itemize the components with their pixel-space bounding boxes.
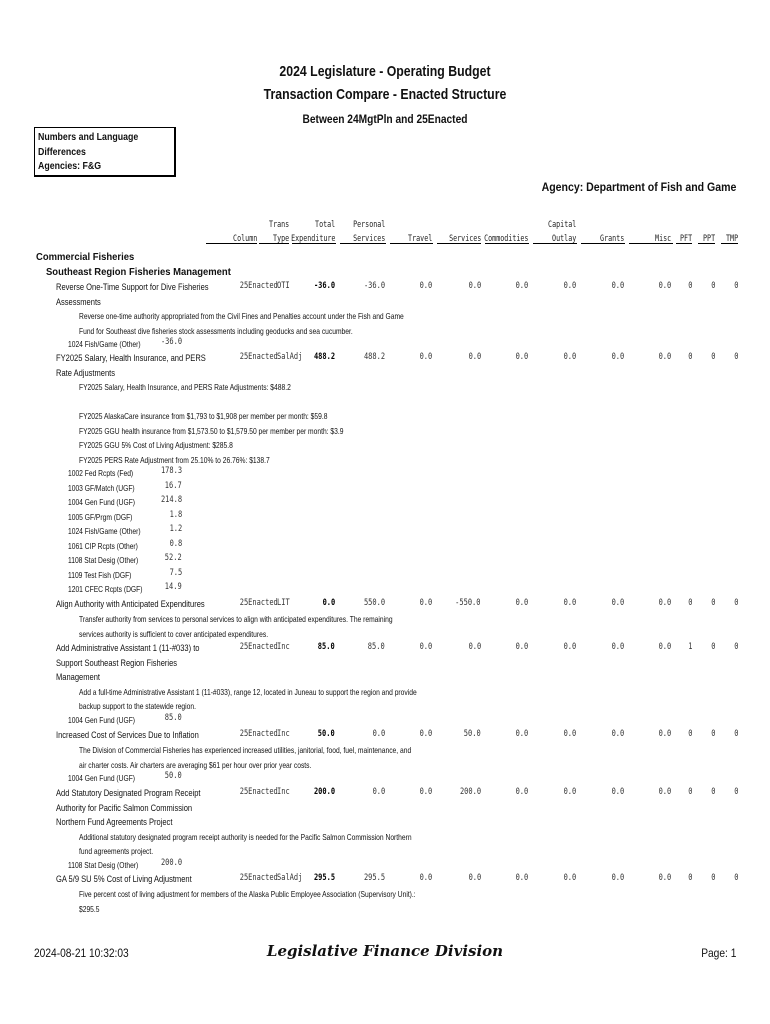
transaction-value: 295.5 xyxy=(363,873,385,883)
fund-source-amount: 16.7 xyxy=(165,480,182,491)
transaction-value: 0.0 xyxy=(419,281,432,291)
fund-source-label: 1003 GF/Match (UGF) xyxy=(68,482,135,493)
transaction-value: 0.0 xyxy=(372,729,385,739)
transaction-value: 0.0 xyxy=(658,729,671,739)
fund-source-amount: 1.2 xyxy=(169,524,182,534)
header-rule xyxy=(485,243,529,244)
transaction-value: 50.0 xyxy=(464,729,481,739)
transaction-value: 0.0 xyxy=(563,729,576,739)
col-total-1: Total xyxy=(314,219,335,229)
transaction-column: 25Enacted xyxy=(239,598,278,608)
transaction-note: FY2025 GGU health insurance from $1,573.50 to $1,579.50 per member per month: $3.9 xyxy=(79,425,344,436)
fund-source-amount: 0.8 xyxy=(169,538,182,549)
transaction-value: 0.0 xyxy=(658,598,671,608)
fund-source-label: 1004 Gen Fund (UGF) xyxy=(68,773,136,783)
transaction-value: 0.0 xyxy=(419,598,432,608)
fund-source-label: 1109 Test Fish (DGF) xyxy=(68,569,132,580)
transaction-value: 0 xyxy=(733,642,738,652)
header-rule xyxy=(206,243,257,244)
transaction-value: 0.0 xyxy=(563,598,576,608)
fund-source-amount: 7.5 xyxy=(169,567,182,578)
fund-source-amount: 214.8 xyxy=(160,495,182,505)
transaction-value: 488.2 xyxy=(363,352,385,362)
col-personal-1: Personal xyxy=(352,219,385,229)
transaction-value: 0.0 xyxy=(515,598,528,608)
transaction-value: 0 xyxy=(710,642,715,652)
transaction-value: 0.0 xyxy=(611,598,624,608)
transaction-note: services authority is sufficient to cover anticipated expenditures. xyxy=(79,628,269,639)
transaction-value: 0.0 xyxy=(419,642,432,652)
fund-source-label: 1024 Fish/Game (Other) xyxy=(68,526,141,536)
transaction-value: 0 xyxy=(687,352,692,362)
transaction-value: 0.0 xyxy=(658,642,671,652)
transaction-type: Inc xyxy=(277,787,290,797)
transaction-value: 1 xyxy=(687,642,692,652)
transaction-value: 0 xyxy=(710,598,715,608)
transaction-value: 0.0 xyxy=(563,642,576,652)
filter-line3: Agencies: F&G xyxy=(38,161,102,172)
transaction-value: 0.0 xyxy=(468,352,481,362)
transaction-value: 0.0 xyxy=(515,281,528,291)
transaction-value: 0.0 xyxy=(658,787,671,797)
transaction-value: 0 xyxy=(733,873,738,883)
col-capital-1: Capital xyxy=(547,219,576,229)
transaction-value: 0.0 xyxy=(658,281,671,291)
transaction-value: 0 xyxy=(710,281,715,291)
fund-source-label: 1108 Stat Desig (Other) xyxy=(68,859,139,870)
header-rule xyxy=(676,243,692,244)
transaction-type: SalAdj xyxy=(277,352,303,362)
fund-source-amount: 52.2 xyxy=(165,553,182,563)
transaction-type: LIT xyxy=(277,598,290,608)
transaction-value: 0 xyxy=(710,352,715,362)
transaction-total: 488.2 xyxy=(313,352,335,362)
fund-source-label: 1002 Fed Rcpts (Fed) xyxy=(68,468,134,478)
footer-page: Page: 1 xyxy=(700,946,736,960)
transaction-value: -36.0 xyxy=(363,281,385,291)
transaction-value: 0.0 xyxy=(563,352,576,362)
transaction-type: Inc xyxy=(277,642,290,652)
filter-box xyxy=(34,127,176,177)
transaction-value: 0.0 xyxy=(419,729,432,739)
transaction-column: 25Enacted xyxy=(239,281,278,291)
transaction-value: -550.0 xyxy=(455,598,481,608)
transaction-value: 0 xyxy=(733,787,738,797)
col-commodities: Commodities xyxy=(483,233,528,243)
fund-source-amount: 85.0 xyxy=(165,712,182,723)
transaction-value: 0 xyxy=(710,787,715,797)
fund-source-amount: 14.9 xyxy=(165,582,182,592)
col-trans-1: Trans xyxy=(268,219,289,229)
transaction-value: 0.0 xyxy=(515,873,528,883)
transaction-value: 0.0 xyxy=(419,352,432,362)
col-grants: Grants xyxy=(599,233,624,243)
transaction-type: SalAdj xyxy=(277,873,303,883)
fund-source-label: 1004 Gen Fund (UGF) xyxy=(68,497,136,507)
transaction-value: 550.0 xyxy=(363,598,385,608)
transaction-title: Support Southeast Region Fisheries xyxy=(56,657,178,668)
header-rule xyxy=(340,243,386,244)
col-capital-2: Outlay xyxy=(551,233,576,243)
transaction-total: 0.0 xyxy=(322,598,335,608)
transaction-note: backup support to the statewide region. xyxy=(79,701,196,711)
transaction-note: fund agreements project. xyxy=(79,846,154,856)
transaction-type: OTI xyxy=(277,281,290,291)
transaction-value: 0.0 xyxy=(468,281,481,291)
transaction-title: FY2025 Salary, Health Insurance, and PERS xyxy=(56,353,206,363)
transaction-value: 200.0 xyxy=(459,787,481,797)
transaction-value: 0.0 xyxy=(419,787,432,797)
transaction-note: Reverse one-time authority appropriated from the Civil Fines and Penalties account under the Fish and Game xyxy=(79,311,404,321)
transaction-note: air charter costs. Air charters are averaging $61 per hour over prior year costs. xyxy=(79,759,312,770)
transaction-value: 85.0 xyxy=(368,642,385,652)
fund-source-amount: -36.0 xyxy=(160,337,182,347)
transaction-value: 0.0 xyxy=(563,787,576,797)
fund-source-amount: 50.0 xyxy=(165,771,182,781)
col-personal-2: Services xyxy=(352,233,385,243)
transaction-value: 0.0 xyxy=(515,352,528,362)
transaction-title: Add Statutory Designated Program Receipt xyxy=(56,788,201,798)
fund-source-label: 1024 Fish/Game (Other) xyxy=(68,339,141,349)
fund-source-amount: 1.8 xyxy=(169,509,182,520)
transaction-value: 0.0 xyxy=(611,873,624,883)
transaction-value: 0 xyxy=(687,281,692,291)
header-rule xyxy=(629,243,673,244)
transaction-value: 0.0 xyxy=(563,281,576,291)
transaction-value: 0 xyxy=(733,281,738,291)
fund-source-label: 1005 GF/Prgm (DGF) xyxy=(68,511,133,522)
header-rule xyxy=(259,243,289,244)
transaction-title: Align Authority with Anticipated Expenditures xyxy=(56,599,205,609)
report-title-line2: Transaction Compare - Enacted Structure xyxy=(263,86,507,103)
transaction-value: 0.0 xyxy=(611,281,624,291)
transaction-column: 25Enacted xyxy=(239,729,278,739)
fund-source-label: 1108 Stat Desig (Other) xyxy=(68,555,139,565)
transaction-value: 0.0 xyxy=(419,873,432,883)
transaction-value: 0 xyxy=(687,873,692,883)
transaction-value: 0 xyxy=(733,729,738,739)
transaction-note: FY2025 GGU 5% Cost of Living Adjustment: $285.8 xyxy=(79,440,233,450)
footer-division: Legislative Finance Division xyxy=(266,942,504,960)
transaction-total: 50.0 xyxy=(318,729,335,739)
transaction-column: 25Enacted xyxy=(239,352,278,362)
transaction-title: Reverse One-Time Support for Dive Fisheries xyxy=(56,282,209,292)
fund-source-label: 1061 CIP Rcpts (Other) xyxy=(68,540,138,551)
filter-line2: Differences xyxy=(38,146,86,158)
transaction-title: Add Administrative Assistant 1 (11-#033) to xyxy=(56,643,200,653)
report-title-line1: 2024 Legislature - Operating Budget xyxy=(279,63,491,80)
col-ppt: PPT xyxy=(702,233,715,243)
transaction-note: FY2025 AlaskaCare insurance from $1,793 to $1,908 per member per month: $59.8 xyxy=(79,411,328,421)
header-rule xyxy=(390,243,433,244)
transaction-title: Authority for Pacific Salmon Commission xyxy=(56,802,193,813)
footer-timestamp: 2024-08-21 10:32:03 xyxy=(34,946,129,960)
transaction-title: Assessments xyxy=(56,296,101,307)
transaction-value: 0 xyxy=(710,873,715,883)
col-total-2: Expenditure xyxy=(290,233,335,243)
header-rule xyxy=(292,243,336,244)
transaction-value: 0 xyxy=(733,352,738,362)
transaction-note: Add a full-time Administrative Assistant 1 (11-#033), range 12, located in Juneau to support the region and provide xyxy=(79,686,417,697)
transaction-value: 0 xyxy=(687,729,692,739)
transaction-value: 0.0 xyxy=(611,787,624,797)
fund-source-label: 1201 CFEC Rcpts (DGF) xyxy=(68,584,143,594)
header-rule xyxy=(581,243,625,244)
subcomponent-heading: Southeast Region Fisheries Management xyxy=(46,266,231,278)
transaction-value: 0.0 xyxy=(611,642,624,652)
transaction-value: 0 xyxy=(687,598,692,608)
transaction-note: Additional statutory designated program receipt authority is needed for the Pacific Salmon Commission Northern xyxy=(79,831,412,842)
transaction-title: GA 5/9 SU 5% Cost of Living Adjustment xyxy=(56,874,192,884)
transaction-title: Rate Adjustments xyxy=(56,367,116,378)
col-misc: Misc xyxy=(654,233,671,243)
header-rule xyxy=(721,243,738,244)
transaction-title: Increased Cost of Services Due to Inflation xyxy=(56,730,199,740)
col-column: Column xyxy=(232,233,257,243)
transaction-value: 0 xyxy=(710,729,715,739)
transaction-value: 0.0 xyxy=(372,787,385,797)
transaction-column: 25Enacted xyxy=(239,787,278,797)
transaction-total: -36.0 xyxy=(313,281,335,291)
header-rule xyxy=(533,243,577,244)
transaction-value: 0.0 xyxy=(611,729,624,739)
component-heading: Commercial Fisheries xyxy=(36,251,135,263)
transaction-value: 0.0 xyxy=(468,642,481,652)
transaction-note: Fund for Southeast dive fisheries stock assessments including geoducks and sea cucumber. xyxy=(79,325,353,336)
report-subtitle: Between 24MgtPln and 25Enacted xyxy=(302,112,468,126)
transaction-column: 25Enacted xyxy=(239,642,278,652)
transaction-note: $295.5 xyxy=(79,903,100,914)
transaction-column: 25Enacted xyxy=(239,873,278,883)
transaction-note: The Division of Commercial Fisheries has experienced increased utilities, janitorial, food, fuel, maintenance, and xyxy=(79,745,412,755)
transaction-note: Five percent cost of living adjustment for members of the Alaska Public Employee Association (Supervisory Unit).: xyxy=(79,889,416,899)
header-rule xyxy=(698,243,715,244)
col-trans-2: Type xyxy=(272,233,289,243)
agency-title: Agency: Department of Fish and Game xyxy=(541,180,736,194)
transaction-note: FY2025 Salary, Health Insurance, and PERS Rate Adjustments: $488.2 xyxy=(79,382,291,392)
transaction-value: 0.0 xyxy=(611,352,624,362)
transaction-value: 0.0 xyxy=(468,873,481,883)
transaction-title: Management xyxy=(56,672,100,682)
transaction-total: 85.0 xyxy=(318,642,335,652)
transaction-note: Transfer authority from services to personal services to align with anticipated expenditures. The remaining xyxy=(79,614,393,624)
fund-source-amount: 200.0 xyxy=(160,857,182,868)
transaction-value: 0.0 xyxy=(515,729,528,739)
header-rule xyxy=(437,243,481,244)
fund-source-amount: 178.3 xyxy=(160,466,182,476)
col-travel: Travel xyxy=(407,233,432,243)
transaction-value: 0 xyxy=(733,598,738,608)
transaction-value: 0.0 xyxy=(515,787,528,797)
transaction-total: 295.5 xyxy=(313,873,335,883)
fund-source-label: 1004 Gen Fund (UGF) xyxy=(68,714,136,725)
transaction-title: Northern Fund Agreements Project xyxy=(56,817,173,827)
col-pft: PFT xyxy=(679,233,692,243)
transaction-value: 0.0 xyxy=(658,873,671,883)
transaction-total: 200.0 xyxy=(313,787,335,797)
transaction-type: Inc xyxy=(277,729,290,739)
transaction-value: 0.0 xyxy=(658,352,671,362)
col-services: Services xyxy=(448,233,481,243)
transaction-value: 0 xyxy=(687,787,692,797)
transaction-value: 0.0 xyxy=(563,873,576,883)
filter-line1: Numbers and Language xyxy=(38,132,139,143)
col-tmp: TMP xyxy=(725,233,738,243)
transaction-value: 0.0 xyxy=(515,642,528,652)
transaction-note: FY2025 PERS Rate Adjustment from 25.10% to 26.76%: $138.7 xyxy=(79,454,270,465)
